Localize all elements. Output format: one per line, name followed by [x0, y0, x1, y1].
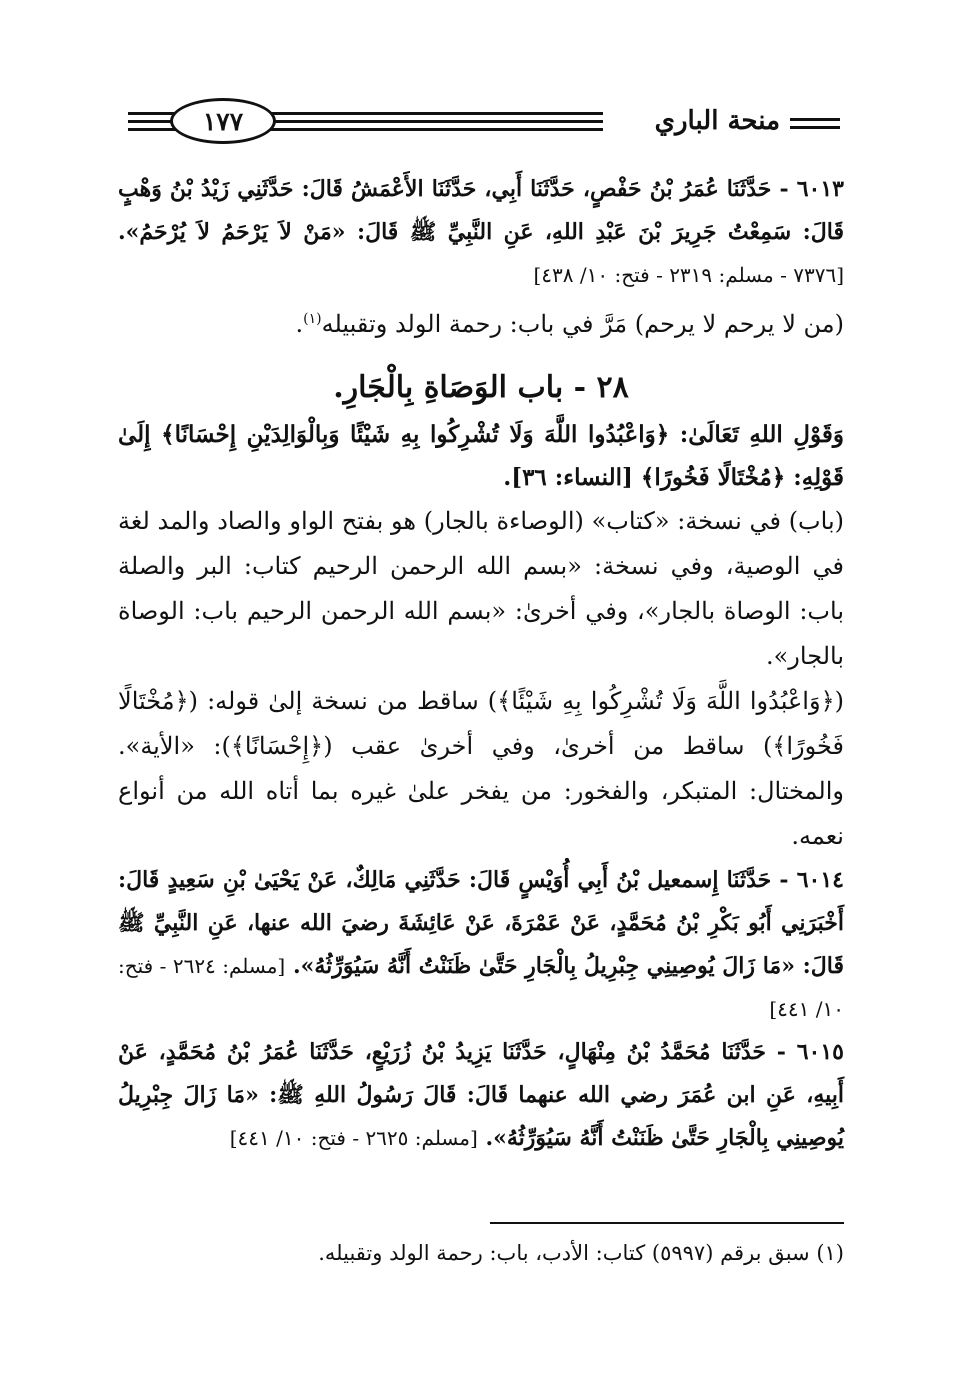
- hadith-6015: [118, 1031, 844, 1160]
- hadith-text: ٦٠١٥ - حَدَّثَنَا مُحَمَّدُ بْنُ مِنْهَالٍ، حَدَّثَنَا يَزِيدُ بْنُ زُرَيْعٍ، حَدَّثَنَا عُمَرُ بْنُ مُحَمَّدٍ، عَنْ أَبِيهِ، عَنِ ابن عُمَرَ رضي الله عنهما قَالَ: قَالَ رَسُولُ اللهِ ﷺ: «مَا زَالَ جِبْرِيلُ يُوصِينِي بِالْجَارِ حَتَّىٰ ظَنَنْتُ أَنَّهُ سَيُوَرِّثُهُ».: [118, 1039, 844, 1151]
- page-header: [128, 92, 840, 152]
- hadith-6014: [118, 859, 844, 1031]
- footnote-marker: (١): [303, 311, 322, 327]
- hadith-text: ٦٠١٤ - حَدَّثَنَا إِسمعيل بْنُ أَبِي أُوَيْسٍ قَالَ: حَدَّثَنِي مَالِكٌ، عَنْ يَحْيَىٰ بْنِ سَعِيدٍ قَالَ: أَخْبَرَنِي أَبُو بَكْرِ بْنُ مُحَمَّدٍ، عَنْ عَمْرَةَ، عَنْ عَائِشَةَ رضيَ الله عنها، عَنِ النَّبِيِّ ﷺ قَالَ: «مَا زَالَ يُوصِينِي جِبْرِيلُ بِالْجَارِ حَتَّىٰ ظَنَنْتُ أَنَّهُ سَيُوَرِّثُهُ».: [118, 867, 844, 979]
- commentary-end: .: [295, 310, 304, 338]
- commentary-paragraph: (﴿وَاعْبُدُوا اللَّهَ وَلَا تُشْرِكُوا بِهِ شَيْئًا﴾) ساقط من نسخة إلىٰ قوله: (﴿مُخْتَالًا فَخُورًا﴾) ساقط من أخرىٰ، وفي أخرىٰ عقب (﴿إِحْسَانًا﴾): «الأية». والمختال: المتبكر، والفخور: من يفخر علىٰ غيره بما أتاه الله من أنواع نعمه.: [118, 687, 844, 850]
- hadith-text: ٦٠١٣ - حَدَّثَنَا عُمَرُ بْنُ حَفْصٍ، حَدَّثَنَا أَبِي، حَدَّثَنَا الأَعْمَشُ قَالَ: حَدَّثَنِي زَيْدُ بْنُ وَهْبٍ قَالَ: سَمِعْتُ جَرِيرَ بْنَ عَبْدِ اللهِ، عَنِ النَّبِيِّ ﷺ قَالَ: «مَنْ لاَ يَرْحَمُ لاَ يُرْحَمُ».: [118, 176, 844, 245]
- main-text: [118, 168, 844, 1160]
- chapter-verse: وَقَوْلِ اللهِ تَعَالَىٰ: ﴿وَاعْبُدُوا اللَّهَ وَلَا تُشْرِكُوا بِهِ شَيْئًا وَبِالْوَالِدَيْنِ إِحْسَانًا﴾ إِلَىٰ قَوْلِهِ: ﴿مُخْتَالًا فَخُورًا﴾ [النساء: ٣٦].: [118, 421, 844, 491]
- hadith-reference: [مسلم: ٢٦٢٥ - فتح: ١٠/ ٤٤١]: [229, 1126, 478, 1150]
- commentary-paragraph: [118, 297, 844, 347]
- commentary-text: (من لا يرحم لا يرحم) مَرَّ في باب: رحمة الولد وتقبيله: [321, 310, 844, 338]
- hadith-reference: [٧٣٧٦ - مسلم: ٢٣١٩ - فتح: ١٠/ ٤٣٨]: [533, 263, 844, 287]
- footnote: (١) سبق برقم (٥٩٩٧) كتاب: الأدب، باب: رحمة الولد وتقبيله.: [318, 1241, 844, 1265]
- hadith-6013: [118, 168, 844, 297]
- page-number: ١٧٧: [170, 98, 276, 144]
- running-title: منحة الباري: [654, 106, 780, 136]
- hadith-reference: [مسلم: ٢٦٢٤ - فتح: ١٠/ ٤٤١]: [118, 954, 844, 1021]
- chapter-heading: ٢٨ - باب الوَصَاةِ بِالْجَارِ.: [333, 370, 629, 405]
- header-rule-right: [790, 118, 840, 134]
- commentary-paragraph: (باب) في نسخة: «كتاب» (الوصاءة بالجار) هو بفتح الواو والصاد والمد لغة في الوصية، وفي نسخة: «بسم الله الرحمن الرحيم كتاب: البر والصلة باب: الوصاة بالجار»، وفي أخرىٰ: «بسم الله الرحمن الرحيم باب: الوصاة بالجار».: [118, 507, 844, 670]
- footnote-separator: [490, 1222, 844, 1224]
